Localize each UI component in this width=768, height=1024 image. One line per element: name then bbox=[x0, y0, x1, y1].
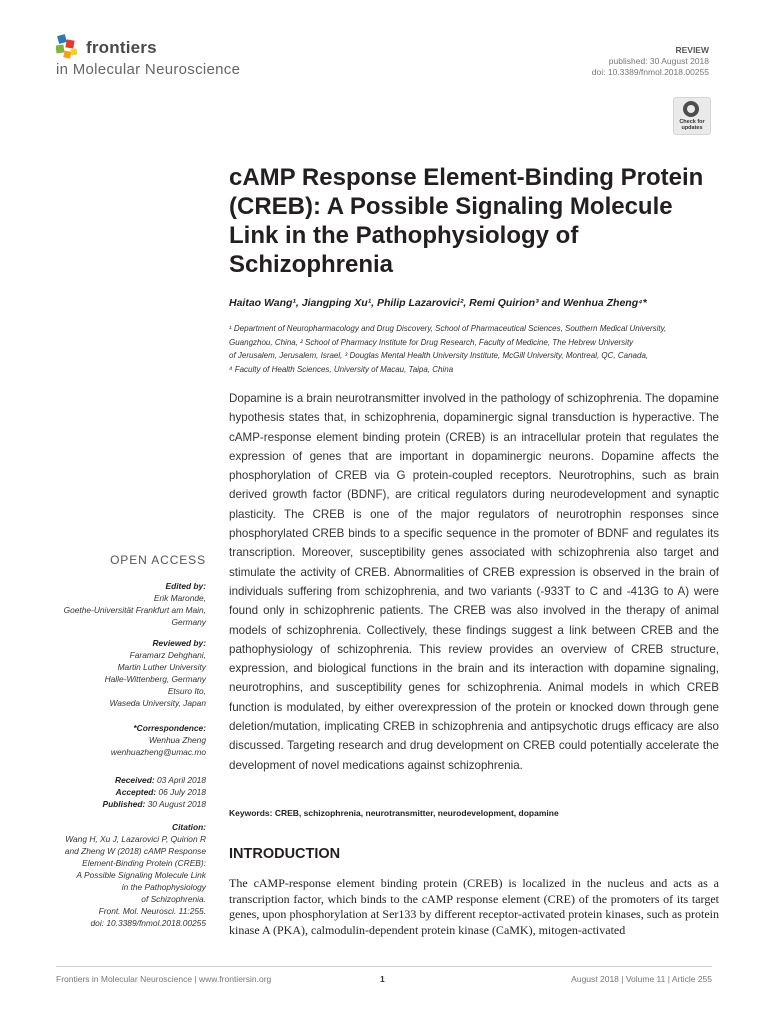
reviewer-line: Waseda University, Japan bbox=[109, 698, 206, 708]
received-label: Received: bbox=[115, 775, 155, 785]
editor-line: Erik Maronde, bbox=[153, 593, 206, 603]
citation-line: Front. Mol. Neurosci. 11:255. bbox=[98, 906, 206, 916]
accepted-date: 06 July 2018 bbox=[158, 787, 206, 797]
affiliation-line: ⁴ Faculty of Health Sciences, University of Macau, Taipa, China bbox=[229, 364, 454, 374]
reviewer-line: Etsuro Ito, bbox=[167, 686, 206, 696]
footer-divider bbox=[56, 966, 712, 967]
dates-block bbox=[16, 774, 206, 810]
correspondence-email[interactable]: wenhuazheng@umac.mo bbox=[110, 747, 206, 757]
correspondence-name: Wenhua Zheng bbox=[148, 735, 206, 745]
page-number: 1 bbox=[380, 974, 385, 984]
open-access-label: OPEN ACCESS bbox=[110, 553, 206, 567]
affiliation-line: ¹ Department of Neuropharmacology and Drug Discovery, School of Pharmaceutical Sciences, Southern Medical University, bbox=[229, 324, 667, 333]
affiliation-line: Guangzhou, China, ² School of Pharmacy Institute for Drug Research, Faculty of Medicine, The Hebrew University bbox=[229, 337, 634, 347]
correspondence-label: *Correspondence: bbox=[133, 723, 206, 733]
introduction-heading: INTRODUCTION bbox=[229, 846, 341, 862]
editor-line: Goethe-Universität Frankfurt am Main, bbox=[63, 605, 206, 615]
published-label: Published: bbox=[102, 799, 146, 809]
received-date: 03 April 2018 bbox=[156, 775, 206, 785]
reviewed-by-label: Reviewed by: bbox=[152, 638, 206, 648]
edited-by-label: Edited by: bbox=[165, 581, 206, 591]
check-updates-line2: updates bbox=[681, 125, 703, 131]
edited-by-block bbox=[16, 580, 206, 628]
frontiers-logo-icon bbox=[56, 34, 80, 64]
reviewer-line: Halle-Wittenberg, Germany bbox=[104, 674, 206, 684]
affiliation-line: of Jerusalem, Jerusalem, Israel, ³ Douglas Mental Health University Institute, McGill University, Montreal, QC, Canada, bbox=[229, 351, 649, 360]
citation-line: and Zheng W (2018) cAMP Response bbox=[64, 846, 206, 856]
author-list: Haitao Wang¹, Jiangping Xu¹, Philip Lazarovici², Remi Quirion³ and Wenhua Zheng⁴* bbox=[229, 297, 647, 309]
abstract: Dopamine is a brain neurotransmitter involved in the pathology of schizophrenia. The dopamine hypothesis states that, in schizophrenia, dopaminergic signal transduction is hyperactive. The cAMP-response element binding protein (CREB) is an intracellular protein that regulates the expression of genes that are important in dopaminergic neurons. Dopamine affects the phosphorylation of CREB via G protein-coupled receptors. Neurotrophins, such as brain derived growth factor (BDNF), are critical regulators during neurodevelopment and synaptic plasticity. The CREB is one of the major regulators of neurotrophin responses since phosphorylated CREB binds to a specific sequence in the promoter of BDNF and regulates its transcription. Moreover, susceptibility genes associated with schizophrenia also target and stimulate the activity of CREB. Abnormalities of CREB expression is observed in the brain of individuals suffering from schizophrenia, and two variants (-933T to C and -413G to A) were found only in schizophrenic patients. The CREB was also involved in the therapy of animal models of schizophrenia. Collectively, these findings suggest a link between CREB and the pathophysiology of schizophrenia. This review provides an overview of CREB structure, expression, and biological functions in the brain and its interaction with dopamine signaling, neurotrophins, and susceptibility genes for schizophrenia. Animal models in which CREB function is modulated, by either overexpression of the protein or knocked down through gene deletion/mutation, implicating CREB in schizophrenia and antipsychotic drugs efficacy are also discussed. Targeting research and drug development on CREB could potentially accelerate the development of novel medications against schizophrenia. bbox=[229, 392, 719, 772]
article-title: cAMP Response Element-Binding Protein (CREB): A Possible Signaling Molecule Link in the Pathophysiology of Schizophrenia bbox=[229, 164, 704, 278]
introduction-text: The cAMP-response element binding protein (CREB) is localized in the nucleus and acts as a transcription factor, which binds to the cAMP response element (CRE) of the promoters of its target genes, upon phosphorylation at Ser133 by different receptor-activated protein kinases, such as protein kinase A (PKA), calmodulin-dependent protein kinase (CaMK), mitogen-activated bbox=[229, 876, 719, 937]
published-date-side: 30 August 2018 bbox=[147, 799, 206, 809]
editor-line: Germany bbox=[171, 617, 206, 627]
keywords: Keywords: CREB, schizophrenia, neurotransmitter, neurodevelopment, dopamine bbox=[229, 808, 559, 818]
reviewer-line: Martin Luther University bbox=[117, 662, 206, 672]
citation-line: in the Pathophysiology bbox=[121, 882, 206, 892]
accepted-label: Accepted: bbox=[115, 787, 157, 797]
citation-line: Wang H, Xu J, Lazarovici P, Quirion R bbox=[65, 834, 206, 844]
footer-journal-link[interactable]: Frontiers in Molecular Neuroscience | www.frontiersin.org bbox=[56, 974, 272, 984]
citation-block bbox=[16, 821, 206, 929]
check-updates-line1: Check for bbox=[679, 119, 705, 125]
check-updates-icon bbox=[683, 101, 699, 117]
article-doi[interactable]: doi: 10.3389/fnmol.2018.00255 bbox=[591, 67, 709, 77]
reviewer-line: Faramarz Dehghani, bbox=[129, 650, 206, 660]
citation-line: Element-Binding Protein (CREB): bbox=[82, 858, 206, 868]
citation-line: of Schizophrenia. bbox=[141, 894, 206, 904]
article-type: REVIEW bbox=[675, 45, 709, 55]
check-for-updates-badge[interactable] bbox=[673, 97, 711, 135]
published-date: published: 30 August 2018 bbox=[608, 56, 709, 66]
affiliations bbox=[229, 322, 719, 376]
citation-label: Citation: bbox=[172, 822, 206, 832]
article-meta bbox=[592, 45, 709, 78]
correspondence-block bbox=[16, 722, 206, 758]
reviewed-by-block bbox=[16, 637, 206, 709]
citation-doi[interactable]: doi: 10.3389/fnmol.2018.00255 bbox=[90, 918, 206, 928]
journal-name: in Molecular Neuroscience bbox=[56, 61, 241, 78]
citation-line: A Possible Signaling Molecule Link bbox=[76, 870, 206, 880]
footer-issue-info: August 2018 | Volume 11 | Article 255 bbox=[571, 974, 712, 984]
brand-name: frontiers bbox=[86, 38, 157, 57]
